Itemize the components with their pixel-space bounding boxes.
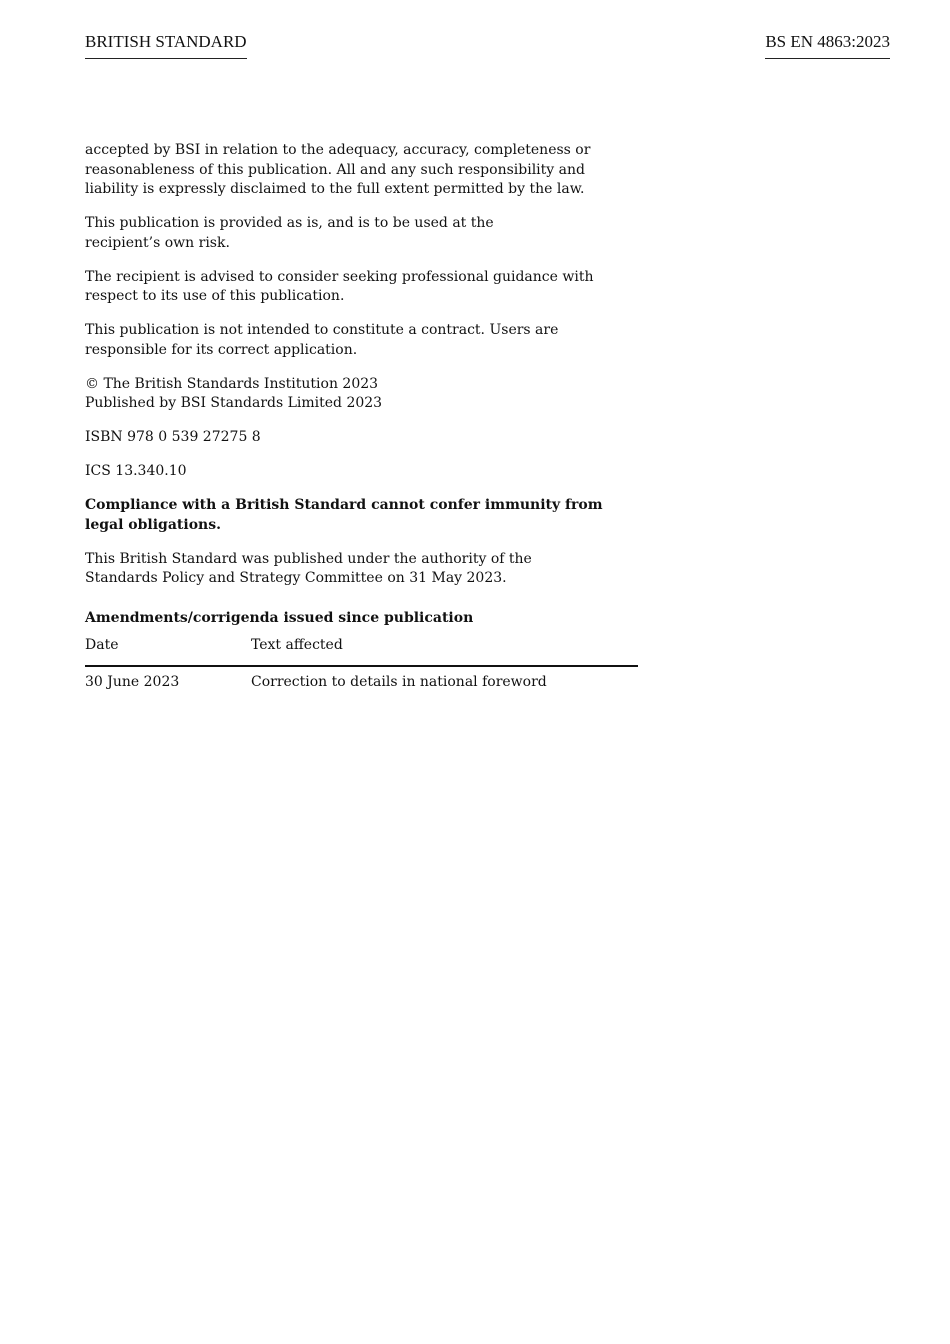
compliance-statement: Compliance with a British Standard cannot confer immunity from legal obligations. — [85, 497, 603, 533]
column-header-text-affected: Text affected — [251, 636, 638, 666]
document-body — [85, 141, 645, 692]
amendments-title: Amendments/corrigenda issued since publication — [85, 609, 474, 626]
amendment-text: Correction to details in national foreword — [251, 673, 547, 690]
amendment-date: 30 June 2023 — [85, 673, 180, 690]
header-standard-number: BS EN 4863:2023 — [765, 32, 890, 59]
disclaimer-paragraph: accepted by BSI in relation to the adequacy, accuracy, completeness or reasonableness of this publication. All and any such responsibility and liability is expressly disclaimed to the full extent permitted by the law. — [85, 142, 591, 197]
table-header-row — [85, 636, 638, 666]
column-header-date: Date — [85, 636, 251, 666]
amendments-table — [85, 636, 638, 692]
authority-paragraph: This British Standard was published under the authority of the Standards Policy and Strategy Committee on 31 May 2023. — [85, 550, 532, 586]
isbn: ISBN 978 0 539 27275 8 — [85, 429, 261, 445]
contract-paragraph: This publication is not intended to constitute a contract. Users are responsible for its correct application. — [85, 322, 559, 358]
copyright-paragraph: © The British Standards Institution 2023 Published by BSI Standards Limited 2023 — [85, 375, 383, 411]
table-row — [85, 666, 638, 693]
guidance-paragraph: The recipient is advised to consider seeking professional guidance with respect to its use of this publication. — [85, 268, 594, 304]
risk-paragraph: This publication is provided as is, and is to be used at the recipient’s own risk. — [85, 215, 494, 251]
ics: ICS 13.340.10 — [85, 463, 187, 479]
header-standard-label: BRITISH STANDARD — [85, 32, 247, 59]
